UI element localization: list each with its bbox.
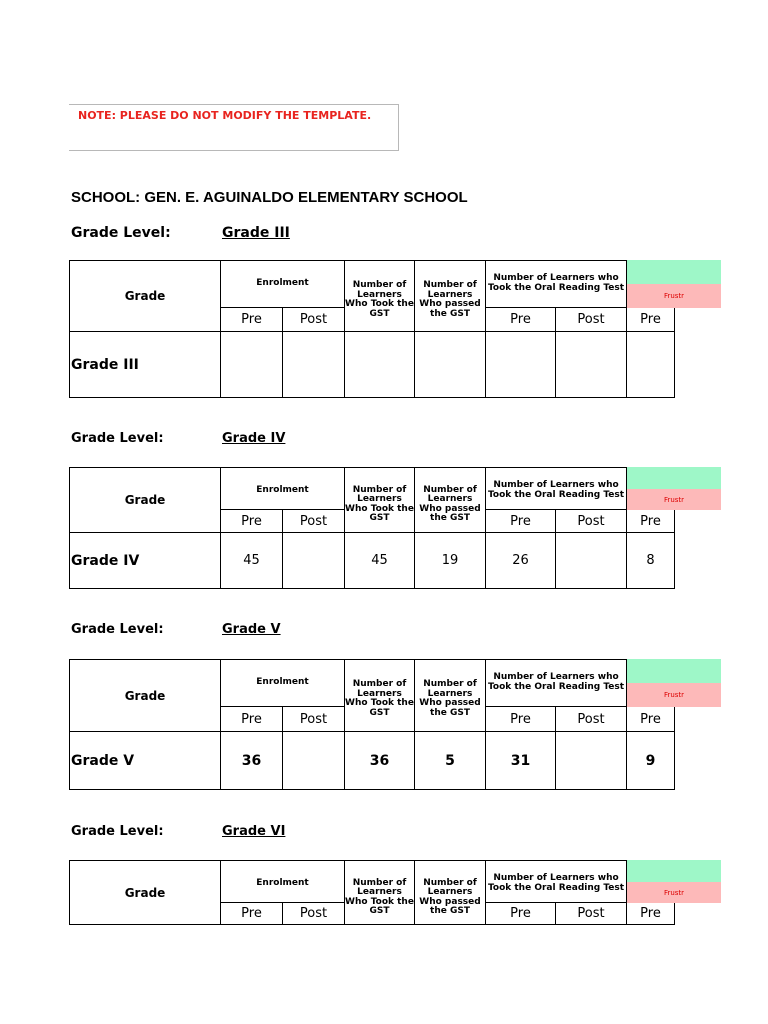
grade-header: Grade — [69, 860, 221, 925]
enrol-post-header: Post — [283, 707, 345, 732]
cell-passed-gst: 19 — [415, 533, 486, 589]
grade-table — [69, 467, 685, 589]
enrol-pre-header: Pre — [221, 510, 283, 533]
grade-header: Grade — [69, 659, 221, 732]
cell-passed-gst: 5 — [415, 732, 486, 790]
oral-reading-header: Number of Learners who Took the Oral Reading Test — [486, 467, 627, 510]
ort-pre-header: Pre — [486, 308, 556, 332]
passed-gst-header: Number of Learners Who passed the GST — [415, 860, 486, 925]
cell-frust-pre — [627, 332, 675, 398]
row-grade-label: Grade III — [69, 332, 221, 398]
enrol-post-header: Post — [283, 308, 345, 332]
grade-header: Grade — [69, 467, 221, 533]
ort-pre-header: Pre — [486, 510, 556, 533]
cell-passed-gst — [415, 332, 486, 398]
independent-level-cell — [627, 860, 721, 882]
enrolment-header: Enrolment — [221, 860, 345, 903]
enrol-post-header: Post — [283, 510, 345, 533]
enrolment-header: Enrolment — [221, 467, 345, 510]
cell-took-gst: 36 — [345, 732, 415, 790]
cell-enrol-pre — [221, 332, 283, 398]
cell-ort-post — [556, 332, 627, 398]
oral-reading-header: Number of Learners who Took the Oral Reading Test — [486, 260, 627, 308]
frustration-level-cell: Frustr — [627, 284, 721, 308]
took-gst-header: Number of Learners Who Took the GST — [345, 860, 415, 925]
enrol-pre-header: Pre — [221, 707, 283, 732]
grade-table — [69, 260, 685, 398]
cell-enrol-pre: 36 — [221, 732, 283, 790]
grade-level-value: Grade IV — [222, 431, 286, 446]
cell-ort-post — [556, 732, 627, 790]
took-gst-header: Number of Learners Who Took the GST — [345, 659, 415, 732]
frust-pre-header: Pre — [627, 308, 675, 332]
grade-level-label: Grade Level: — [71, 225, 171, 241]
grade-level-label: Grade Level: — [71, 431, 164, 446]
cell-took-gst: 45 — [345, 533, 415, 589]
row-grade-label: Grade V — [69, 732, 221, 790]
ort-post-header: Post — [556, 308, 627, 332]
grade-level-label: Grade Level: — [71, 824, 164, 839]
ort-post-header: Post — [556, 510, 627, 533]
grade-level-value: Grade V — [222, 622, 281, 637]
note-box — [69, 104, 399, 151]
passed-gst-header: Number of Learners Who passed the GST — [415, 467, 486, 533]
enrolment-header: Enrolment — [221, 659, 345, 707]
cell-ort-pre: 26 — [486, 533, 556, 589]
frustration-level-cell: Frustr — [627, 489, 721, 510]
enrolment-header: Enrolment — [221, 260, 345, 308]
independent-level-cell — [627, 260, 721, 284]
note-text: NOTE: PLEASE DO NOT MODIFY THE TEMPLATE. — [78, 109, 372, 122]
grade-level-label: Grade Level: — [71, 622, 164, 637]
school-name: SCHOOL: GEN. E. AGUINALDO ELEMENTARY SCHOOL — [71, 189, 468, 206]
cell-took-gst — [345, 332, 415, 398]
oral-reading-header: Number of Learners who Took the Oral Reading Test — [486, 860, 627, 903]
passed-gst-header: Number of Learners Who passed the GST — [415, 659, 486, 732]
ort-post-header: Post — [556, 707, 627, 732]
passed-gst-header: Number of Learners Who passed the GST — [415, 260, 486, 332]
ort-post-header: Post — [556, 903, 627, 925]
grade-header: Grade — [69, 260, 221, 332]
oral-reading-header: Number of Learners who Took the Oral Reading Test — [486, 659, 627, 707]
frust-pre-header: Pre — [627, 707, 675, 732]
row-grade-label: Grade IV — [69, 533, 221, 589]
cell-ort-pre — [486, 332, 556, 398]
enrol-post-header: Post — [283, 903, 345, 925]
frustration-level-cell: Frustr — [627, 882, 721, 903]
ort-pre-header: Pre — [486, 903, 556, 925]
grade-level-value: Grade III — [222, 225, 290, 241]
cell-ort-pre: 31 — [486, 732, 556, 790]
frust-pre-header: Pre — [627, 510, 675, 533]
cell-enrol-post — [283, 533, 345, 589]
cell-frust-pre: 9 — [627, 732, 675, 790]
frustration-level-cell: Frustr — [627, 683, 721, 707]
independent-level-cell — [627, 467, 721, 489]
took-gst-header: Number of Learners Who Took the GST — [345, 467, 415, 533]
enrol-pre-header: Pre — [221, 903, 283, 925]
cell-enrol-post — [283, 732, 345, 790]
ort-pre-header: Pre — [486, 707, 556, 732]
cell-frust-pre: 8 — [627, 533, 675, 589]
took-gst-header: Number of Learners Who Took the GST — [345, 260, 415, 332]
enrol-pre-header: Pre — [221, 308, 283, 332]
frust-pre-header: Pre — [627, 903, 675, 925]
cell-enrol-post — [283, 332, 345, 398]
independent-level-cell — [627, 659, 721, 683]
grade-level-value: Grade VI — [222, 824, 286, 839]
grade-table — [69, 659, 685, 790]
cell-enrol-pre: 45 — [221, 533, 283, 589]
cell-ort-post — [556, 533, 627, 589]
grade-table — [69, 860, 685, 925]
